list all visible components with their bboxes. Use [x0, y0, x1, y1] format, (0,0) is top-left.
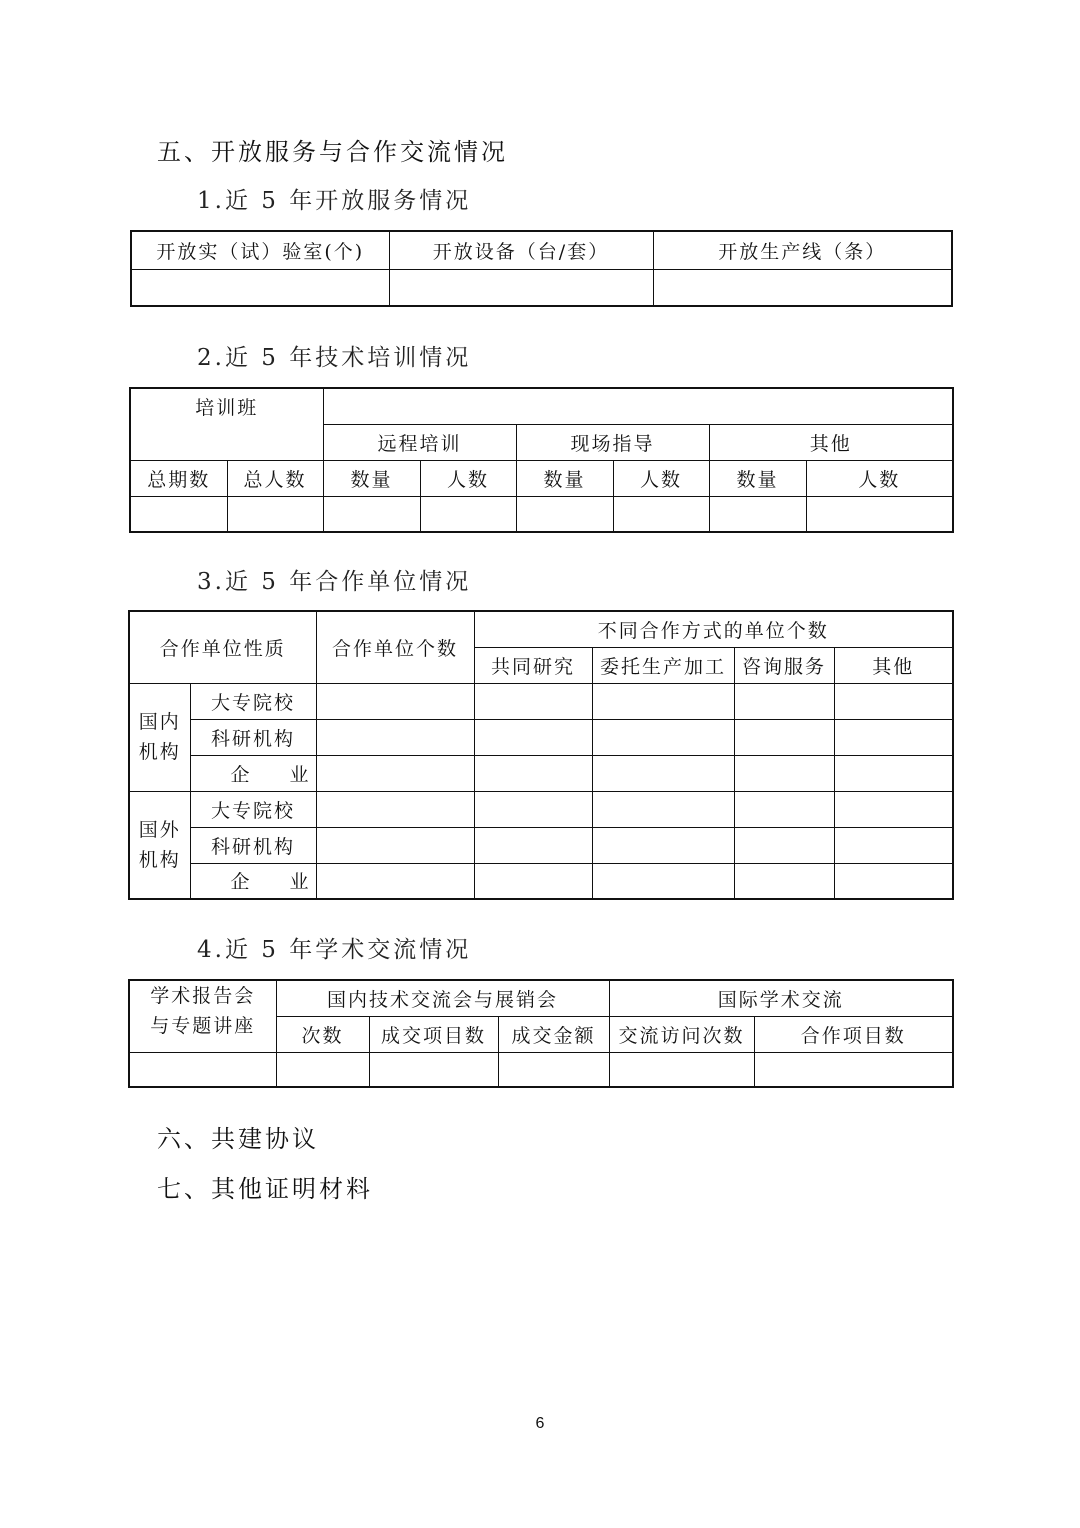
academic-exchange-table	[128, 979, 954, 1088]
input-cell[interactable]	[323, 496, 420, 532]
input-cell[interactable]	[834, 755, 953, 791]
header-onsite-guidance: 现场指导	[516, 424, 709, 460]
input-cell[interactable]	[316, 683, 474, 719]
header-other: 其他	[709, 424, 953, 460]
col-total-sessions: 总期数	[130, 460, 227, 496]
subsection-2-title: 2.近 5 年技术培训情况	[197, 345, 472, 371]
header-open-production-lines: 开放生产线（条）	[653, 231, 952, 269]
col-remote-count: 数量	[323, 460, 420, 496]
input-cell[interactable]	[834, 863, 953, 899]
input-cell[interactable]	[592, 683, 734, 719]
input-cell[interactable]	[316, 791, 474, 827]
col-times: 次数	[276, 1016, 369, 1052]
col-remote-people: 人数	[420, 460, 516, 496]
header-blank-band	[323, 388, 953, 424]
input-cell[interactable]	[806, 496, 953, 532]
header-reports-lectures: 学术报告会与专题讲座	[129, 980, 276, 1052]
input-cell[interactable]	[592, 863, 734, 899]
col-other-count: 数量	[709, 460, 806, 496]
cooperation-table	[128, 610, 954, 900]
row-enterprises: 企业	[190, 755, 316, 791]
input-cell[interactable]	[734, 863, 834, 899]
col-visit-times: 交流访问次数	[609, 1016, 754, 1052]
input-cell[interactable]	[498, 1052, 609, 1087]
input-cell[interactable]	[754, 1052, 953, 1087]
col-deal-amount: 成交金额	[498, 1016, 609, 1052]
input-cell[interactable]	[592, 719, 734, 755]
input-cell[interactable]	[474, 683, 592, 719]
page-number: 6	[535, 1415, 545, 1432]
input-cell[interactable]	[316, 827, 474, 863]
input-cell[interactable]	[474, 791, 592, 827]
row-enterprises: 企业	[190, 863, 316, 899]
input-cell[interactable]	[474, 755, 592, 791]
input-cell[interactable]	[834, 791, 953, 827]
row-universities: 大专院校	[190, 683, 316, 719]
input-cell[interactable]	[734, 719, 834, 755]
section-6-title: 六、共建协议	[157, 1125, 319, 1153]
input-cell[interactable]	[592, 755, 734, 791]
input-cell[interactable]	[474, 863, 592, 899]
open-services-table	[130, 230, 953, 307]
header-consulting: 咨询服务	[734, 647, 834, 683]
input-cell[interactable]	[316, 719, 474, 755]
subsection-4-title: 4.近 5 年学术交流情况	[197, 937, 472, 963]
header-other: 其他	[834, 647, 953, 683]
col-onsite-count: 数量	[516, 460, 613, 496]
header-coop-modes: 不同合作方式的单位个数	[474, 611, 953, 647]
input-cell[interactable]	[420, 496, 516, 532]
header-joint-research: 共同研究	[474, 647, 592, 683]
input-open-equipment[interactable]	[389, 269, 653, 306]
header-contract-manufacturing: 委托生产加工	[592, 647, 734, 683]
row-research-institutes: 科研机构	[190, 719, 316, 755]
input-cell[interactable]	[516, 496, 613, 532]
input-cell[interactable]	[834, 719, 953, 755]
col-onsite-people: 人数	[613, 460, 709, 496]
col-deal-projects: 成交项目数	[369, 1016, 498, 1052]
row-research-institutes: 科研机构	[190, 827, 316, 863]
input-cell[interactable]	[734, 827, 834, 863]
col-coop-projects: 合作项目数	[754, 1016, 953, 1052]
input-cell[interactable]	[592, 827, 734, 863]
input-open-labs[interactable]	[131, 269, 389, 306]
input-cell[interactable]	[613, 496, 709, 532]
header-remote-training: 远程培训	[323, 424, 516, 460]
training-table	[129, 387, 954, 533]
input-cell[interactable]	[734, 755, 834, 791]
section-5-title: 五、开放服务与合作交流情况	[157, 138, 508, 166]
subsection-1-title: 1.近 5 年开放服务情况	[197, 188, 472, 214]
input-cell[interactable]	[734, 683, 834, 719]
input-cell[interactable]	[834, 827, 953, 863]
input-open-production-lines[interactable]	[653, 269, 952, 306]
row-universities: 大专院校	[190, 791, 316, 827]
header-open-equipment: 开放设备（台/套）	[389, 231, 653, 269]
col-other-people: 人数	[806, 460, 953, 496]
section-7-title: 七、其他证明材料	[157, 1175, 373, 1203]
header-international-exchange: 国际学术交流	[609, 980, 953, 1016]
header-domestic-exchange: 国内技术交流会与展销会	[276, 980, 609, 1016]
subsection-3-title: 3.近 5 年合作单位情况	[197, 569, 472, 595]
input-cell[interactable]	[227, 496, 323, 532]
input-cell[interactable]	[592, 791, 734, 827]
input-cell[interactable]	[129, 1052, 276, 1087]
header-training-class: 培训班	[130, 388, 323, 460]
input-cell[interactable]	[130, 496, 227, 532]
input-cell[interactable]	[609, 1052, 754, 1087]
header-unit-nature: 合作单位性质	[129, 611, 316, 683]
group-foreign: 国外机构	[129, 791, 190, 899]
input-cell[interactable]	[276, 1052, 369, 1087]
input-cell[interactable]	[834, 683, 953, 719]
header-unit-count: 合作单位个数	[316, 611, 474, 683]
input-cell[interactable]	[474, 719, 592, 755]
group-domestic: 国内机构	[129, 683, 190, 791]
input-cell[interactable]	[474, 827, 592, 863]
input-cell[interactable]	[369, 1052, 498, 1087]
col-total-people: 总人数	[227, 460, 323, 496]
input-cell[interactable]	[709, 496, 806, 532]
header-open-labs: 开放实（试）验室(个)	[131, 231, 389, 269]
input-cell[interactable]	[734, 791, 834, 827]
